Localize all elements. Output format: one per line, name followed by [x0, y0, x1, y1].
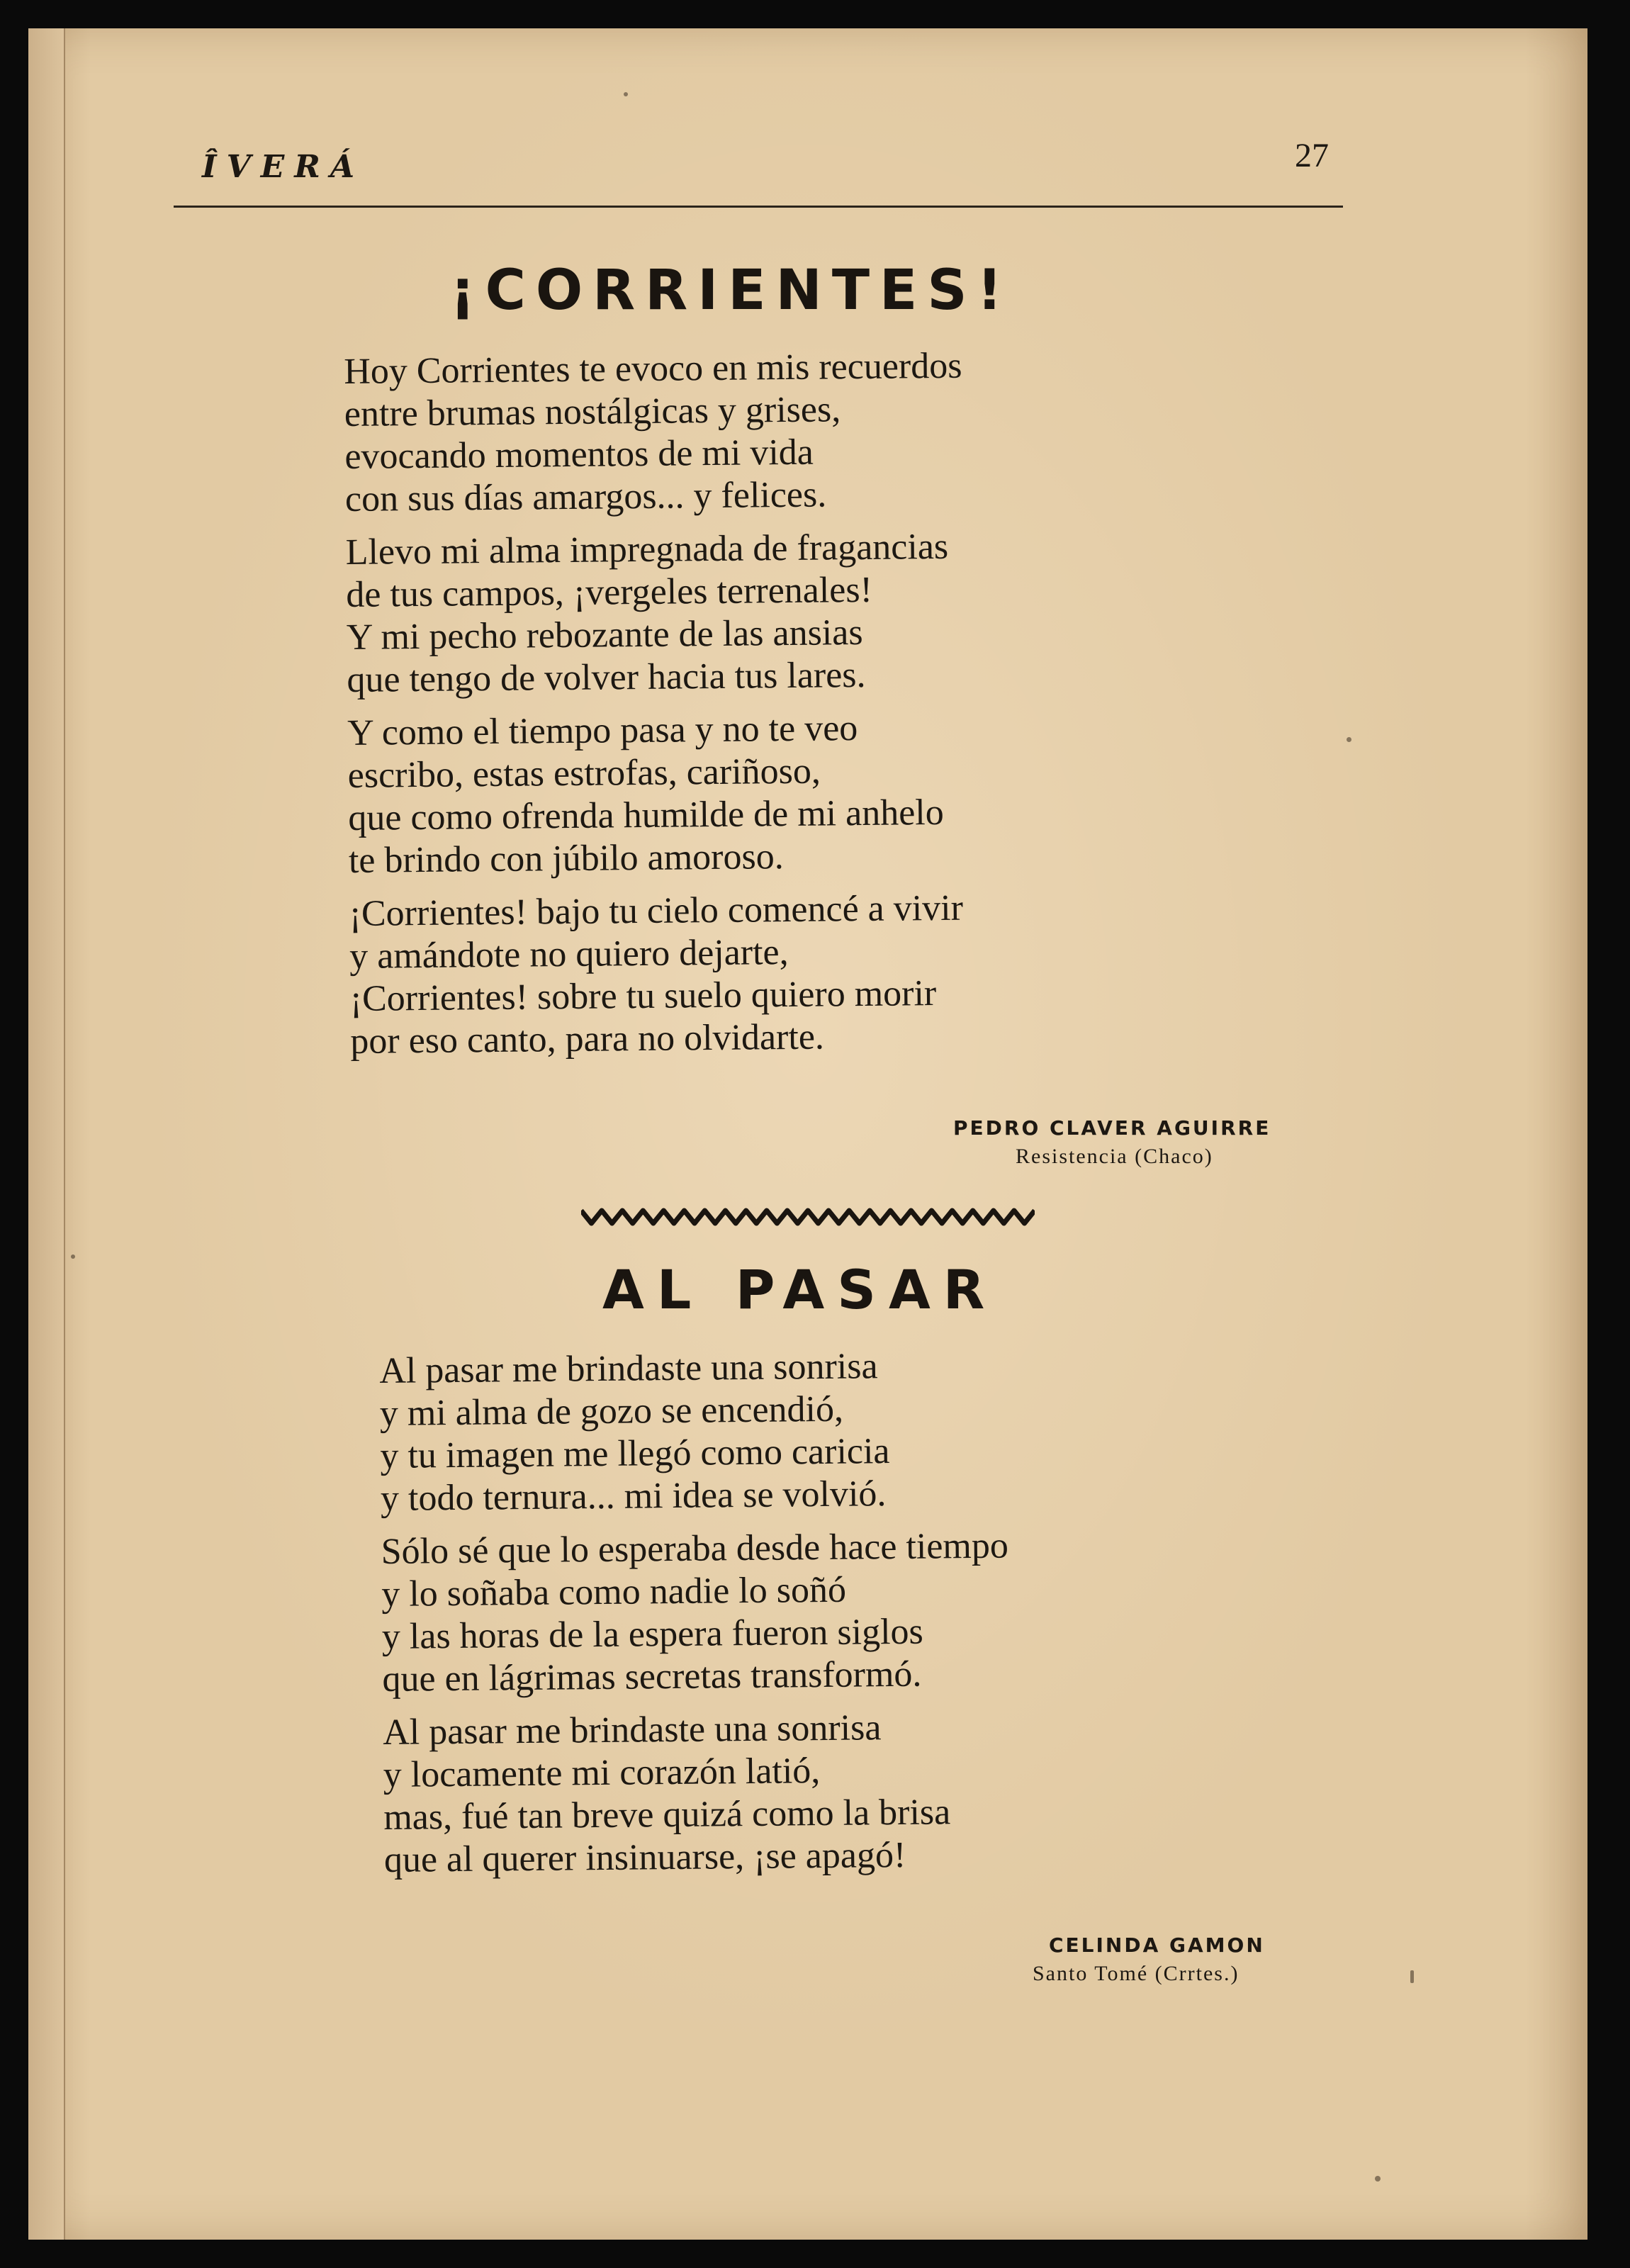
verse-line: evocando momentos de mi vida — [344, 432, 814, 477]
verse-line: y las horas de la espera fueron siglos — [381, 1611, 924, 1657]
verse-line: Y como el tiempo pasa y no te veo — [347, 708, 858, 753]
poem-title-corrientes: ¡CORRIENTES! — [450, 259, 1013, 322]
paper-speck — [71, 1254, 75, 1259]
stanza — [383, 1702, 1376, 1882]
journal-name: ÎVERÁ — [202, 149, 364, 185]
verse-line: ¡Corrientes! sobre tu suelo quiero morir — [349, 973, 937, 1019]
verse-line: y locamente mi corazón latió, — [383, 1751, 821, 1795]
verse-line: Sólo sé que lo esperaba desde hace tiempo — [381, 1525, 1009, 1572]
verse-line: Al pasar me brindaste una sonrisa — [379, 1346, 878, 1391]
paper-speck — [1347, 737, 1351, 742]
stanza — [345, 522, 1374, 702]
verse-line: Hoy Corrientes te evoco en mis recuerdos — [344, 345, 962, 392]
verse-line: y lo soñaba como nadie lo soñó — [381, 1569, 847, 1615]
paper-speck — [1410, 1970, 1414, 1983]
page-number: 27 — [1295, 137, 1329, 174]
verse-line: ¡Corrientes! bajo tu cielo comencé a vivir — [349, 887, 964, 934]
verse-line: que como ofrenda humilde de mi anhelo — [348, 792, 944, 838]
poem-author: PEDRO CLAVER AGUIRRE — [953, 1116, 1271, 1140]
verse-line: y mi alma de gozo se encendió, — [379, 1388, 844, 1434]
verse-line: entre brumas nostálgicas y grises, — [344, 389, 841, 434]
verse-line: Y mi pecho rebozante de las ansias — [346, 612, 863, 658]
poem-body-al-pasar — [379, 1341, 1376, 1892]
verse-line: con sus días amargos... y felices. — [344, 474, 827, 520]
verse-line: y todo ternura... mi idea se volvió. — [380, 1473, 887, 1519]
running-header — [174, 135, 1343, 208]
verse-line: escribo, estas estrofas, cariñoso, — [347, 751, 821, 796]
verse-line: te brindo con júbilo amoroso. — [348, 836, 784, 881]
verse-line: que al querer insinuarse, ¡se apagó! — [383, 1834, 906, 1880]
paper-speck — [624, 92, 628, 96]
poem-author: CELINDA GAMON — [1049, 1933, 1265, 1957]
verse-line: Llevo mi alma impregnada de fragancias — [345, 526, 949, 573]
magazine-page — [28, 28, 1587, 2240]
author-location: Santo Tomé (Crrtes.) — [1033, 1962, 1240, 1985]
paper-speck — [1375, 2176, 1381, 2182]
verse-line: Al pasar me brindaste una sonrisa — [382, 1707, 882, 1753]
verse-line: por eso canto, para no olvidarte. — [350, 1016, 825, 1062]
poem-title-al-pasar: AL PASAR — [602, 1258, 998, 1321]
verse-line: que en lágrimas secretas transformó. — [382, 1654, 922, 1700]
author-location: Resistencia (Chaco) — [1016, 1145, 1213, 1168]
stanza — [344, 341, 1373, 521]
verse-line: mas, fué tan breve quizá como la brisa — [383, 1792, 951, 1838]
stanza — [379, 1341, 1373, 1520]
poem-body-corrientes — [344, 341, 1378, 1074]
verse-line: y amándote no quiero dejarte, — [349, 932, 789, 977]
verse-line: y tu imagen me llegó como caricia — [380, 1431, 890, 1476]
verse-line: de tus campos, ¡vergeles terrenales! — [346, 569, 873, 615]
stanza — [381, 1522, 1374, 1701]
zigzag-divider — [581, 1206, 1035, 1228]
binding-gutter — [28, 28, 65, 2240]
stanza — [349, 883, 1378, 1063]
stanza — [347, 702, 1376, 882]
verse-line: que tengo de volver hacia tus lares. — [347, 654, 866, 700]
